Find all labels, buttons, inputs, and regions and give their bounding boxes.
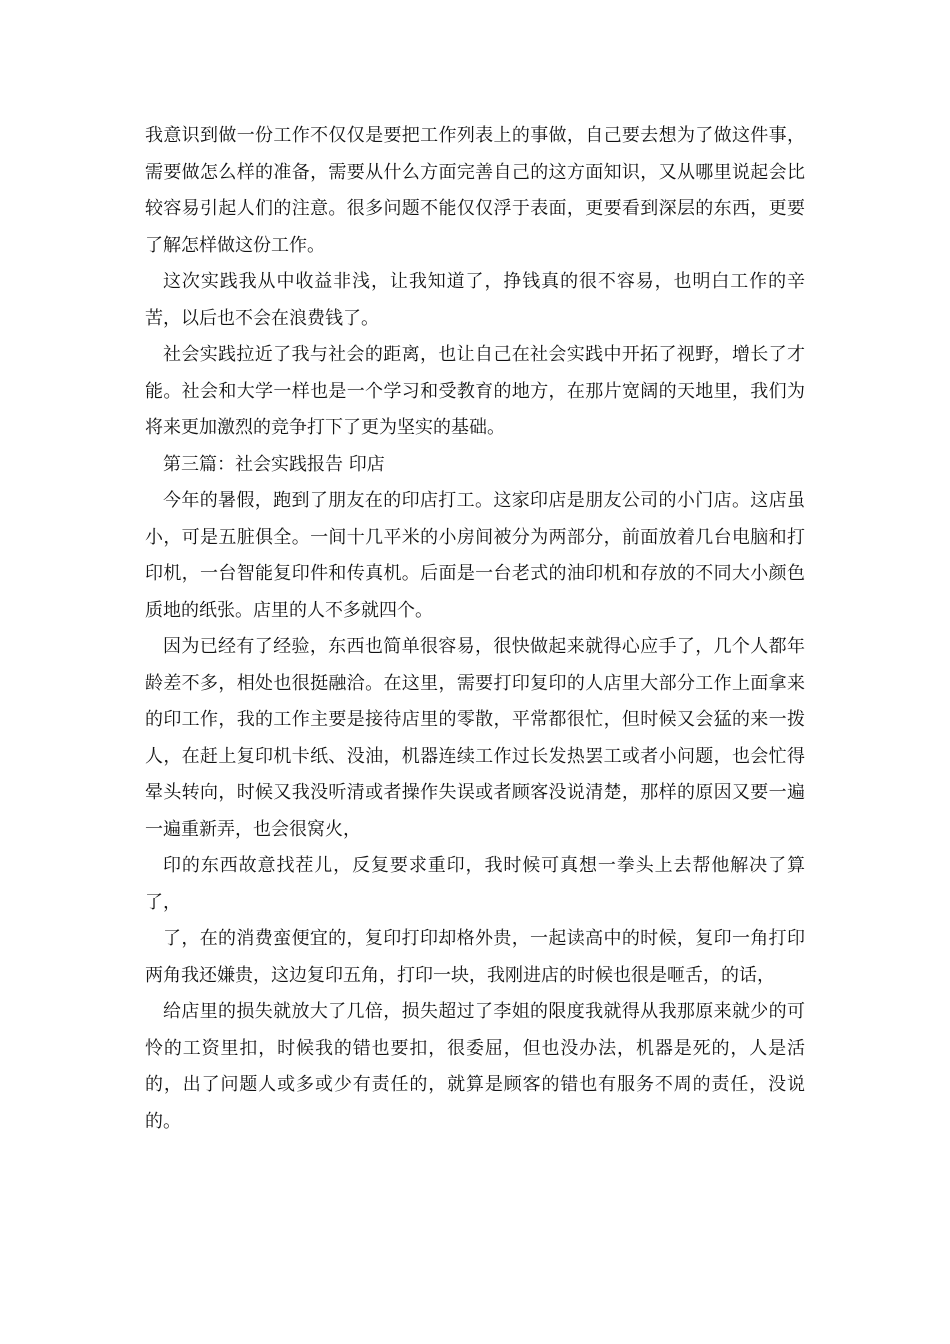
paragraph-5: 因为已经有了经验，东西也简单很容易，很快做起来就得心应手了，几个人都年龄差不多，相处也很挺融洽。在这里，需要打印复印的人店里大部分工作上面拿来的印工作，我的工作主要是接待店里的零散，平常都很忙，但时候又会猛的来一拨人，在赶上复印机卡纸、没油，机器连续工作过长发热罢工或者小问题，也会忙得晕头转向，时候又我没听清或者操作失误或者顾客没说清楚，那样的原因又要一遍一遍重新弄，也会很窝火， <box>145 636 805 840</box>
paragraph-8: 给店里的损失就放大了几倍，损失超过了李姐的限度我就得从我那原来就少的可怜的工资里扣，时候我的错也要扣，很委屈，但也没办法，机器是死的，人是活的，出了问题人或多或少有责任的，就算是顾客的错也有服务不周的责任，没说的。 <box>145 1001 805 1132</box>
paragraph-6: 印的东西故意找茬儿，反复要求重印，我时候可真想一拳头上去帮他解决了算了， <box>145 855 805 913</box>
paragraph-7: 了，在的消费蛮便宜的，复印打印却格外贵，一起读高中的时候，复印一角打印两角我还嫌贵，这边复印五角，打印一块，我刚进店的时候也很是咂舌，的话， <box>145 928 805 986</box>
paragraph-1: 我意识到做一份工作不仅仅是要把工作列表上的事做，自己要去想为了做这件事，需要做怎么样的准备，需要从什么方面完善自己的这方面知识，又从哪里说起会比较容易引起人们的注意。很多问题不能仅仅浮于表面，更要看到深层的东西，更要了解怎样做这份工作。 <box>145 125 805 256</box>
paragraph-4: 今年的暑假，跑到了朋友在的印店打工。这家印店是朋友公司的小门店。这店虽小，可是五脏俱全。一间十几平米的小房间被分为两部分，前面放着几台电脑和打印机，一台智能复印件和传真机。后面是一台老式的油印机和存放的不同大小颜色质地的纸张。店里的人不多就四个。 <box>145 490 805 621</box>
paragraph-3: 社会实践拉近了我与社会的距离，也让自己在社会实践中开拓了视野，增长了才能。社会和大学一样也是一个学习和受教育的地方，在那片宽阔的天地里，我们为将来更加激烈的竞争打下了更为坚实的基础。 <box>145 344 805 438</box>
paragraph-2: 这次实践我从中收益非浅，让我知道了，挣钱真的很不容易，也明白工作的辛苦，以后也不会在浪费钱了。 <box>145 271 805 329</box>
document-body <box>145 118 805 1140</box>
section-heading: 第三篇：社会实践报告 印店 <box>163 453 385 475</box>
